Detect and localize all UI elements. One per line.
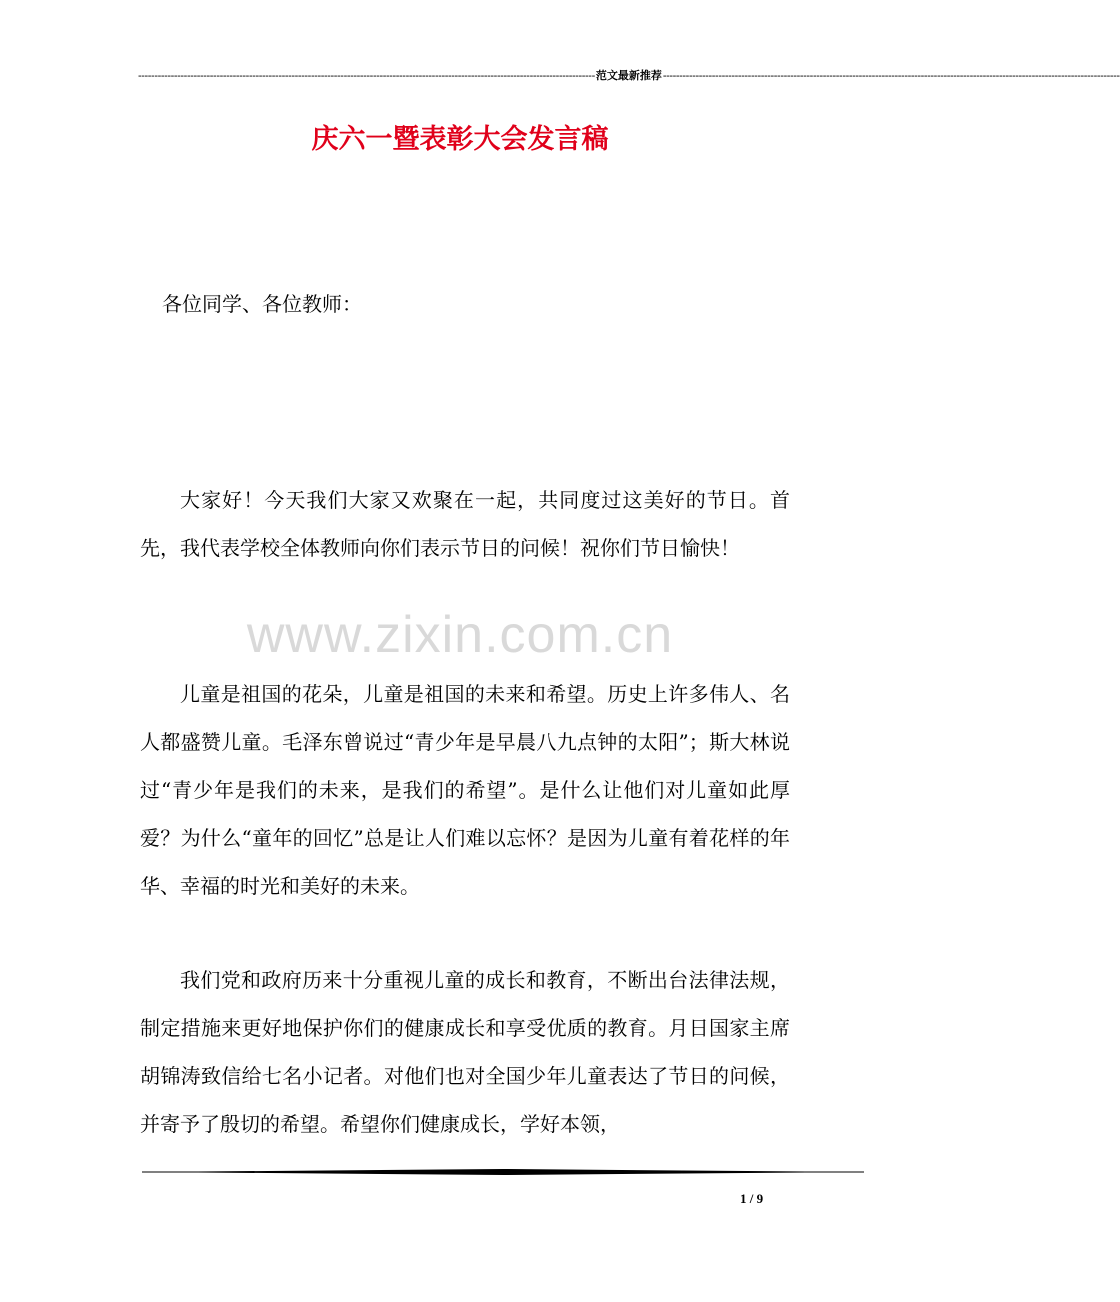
paragraph-1: 大家好！今天我们大家又欢聚在一起，共同度过这美好的节日。首先，我代表学校全体教师向你们表示节日的问候！祝你们节日愉快！ xyxy=(140,488,790,560)
watermark: www.zixin.com.cn xyxy=(246,606,674,664)
greeting-line: 各位同学、各位教师： xyxy=(162,292,362,316)
paragraph-3: 我们党和政府历来十分重视儿童的成长和教育，不断出台法律法规，制定措施来更好地保护你们的健康成长和享受优质的教育。月日国家主席胡锦涛致信给七名小记者。对他们也对全国少年儿童表达了节日的问候，并寄予了殷切的希望。希望你们健康成长，学好本领， xyxy=(140,968,790,1136)
document-title: 庆六一暨表彰大会发言稿 xyxy=(311,124,609,155)
header-label: 范文最新推荐 xyxy=(595,70,662,82)
page-header xyxy=(138,68,1120,84)
header-dash-right: -------------------------------------------------------------------------------------------------------------------------------------------- xyxy=(662,70,1120,82)
footer-rule xyxy=(142,1165,864,1179)
paragraph-2: 儿童是祖国的花朵，儿童是祖国的未来和希望。历史上许多伟人、名人都盛赞儿童。毛泽东曾说过“青少年是早晨八九点钟的太阳”；斯大林说过“青少年是我们的未来，是我们的希望”。是什么让他们对儿童如此厚爱？为什么“童年的回忆”总是让人们难以忘怀？是因为儿童有着花样的年华、幸福的时光和美好的未来。 xyxy=(140,682,790,898)
page-number: 1 / 9 xyxy=(740,1191,764,1206)
header-dash-left: -------------------------------------------------------------------------------------------------------------------------------------------- xyxy=(138,70,595,82)
